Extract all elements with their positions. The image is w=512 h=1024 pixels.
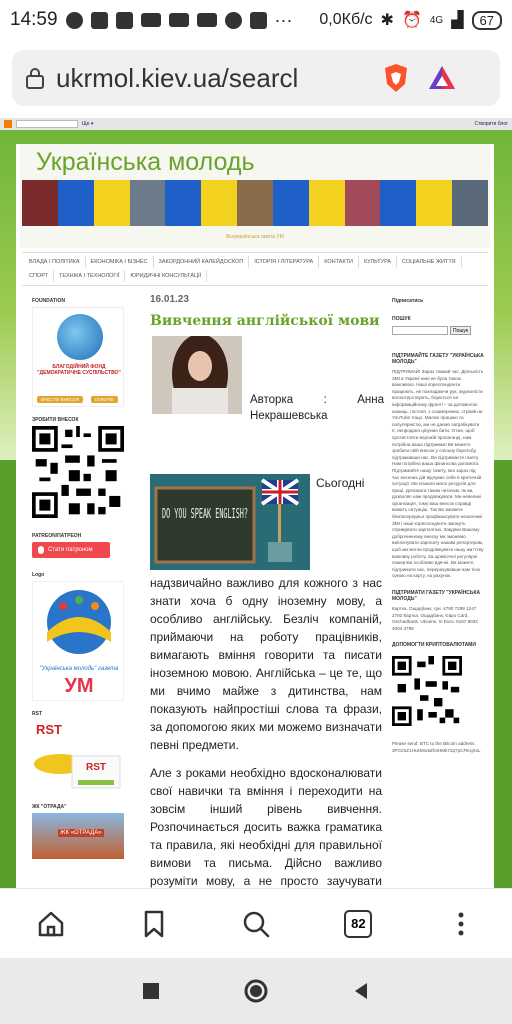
post-date: 16.01.23: [150, 294, 189, 305]
notification-icons: [66, 10, 293, 31]
rst-heading: RST: [32, 711, 42, 717]
search-button-toolbar[interactable]: [236, 904, 276, 944]
blogger-navbar: [0, 118, 512, 130]
twitter-icon: [225, 12, 242, 29]
crypto-heading: ДОПОМОГТИ КРИПТОВАЛЮТАМИ: [392, 642, 476, 649]
site-subtitle: Всеукраїнська газета УМ: [226, 234, 284, 240]
back-triangle-icon[interactable]: [351, 981, 371, 1001]
article-body: [150, 474, 382, 888]
nav-item[interactable]: ВЛАДА І ПОЛІТИКА: [24, 256, 86, 268]
header-photo: [345, 180, 381, 226]
more-vertical-icon: [456, 909, 466, 939]
more-dots-icon: ···: [274, 9, 293, 30]
browser-bottom-toolbar: [0, 888, 512, 958]
main-navigation: [22, 252, 488, 286]
youtube-icon: [169, 13, 189, 27]
article-paragraph: Але з роками необхідно вдосконалювати свої навички та вміння і переходити на зовсім інший рівень вивчення. Розпочинається досить важка граматика та правила, які необхідні для правильної вимови та письма. Дійсно важливо розуміти мову, а не просто заучувати: [150, 766, 382, 888]
crypto-qr-code-icon[interactable]: [392, 652, 462, 730]
nav-item[interactable]: КУЛЬТУРА: [359, 256, 397, 268]
search-button[interactable]: Пошук: [450, 326, 471, 335]
header-photo: [94, 180, 130, 226]
bookmark-icon: [141, 909, 167, 939]
signal-icon: ▟: [451, 12, 464, 29]
nav-item[interactable]: СОЦІАЛЬНЕ ЖИТТЯ: [397, 256, 462, 268]
shield-icon: [66, 12, 83, 29]
create-blog-link[interactable]: Створити блог: [474, 121, 508, 127]
blogger-logo-icon[interactable]: [4, 120, 12, 128]
url-text[interactable]: ukrmol.kiev.ua/searcl: [56, 62, 299, 93]
content-area: [16, 144, 494, 888]
foundation-heading: FOUNDATION: [32, 298, 65, 304]
rst-mark: RST: [36, 722, 62, 737]
search-input[interactable]: [392, 326, 448, 335]
post-title[interactable]: Вивчення англійської мови: [150, 313, 380, 329]
clock: 14:59: [10, 9, 58, 30]
facebook-icon: [116, 12, 133, 29]
header-photo: [130, 180, 166, 226]
home-button[interactable]: [31, 904, 71, 944]
facebook-icon: [250, 12, 267, 29]
um-mark: УМ: [64, 675, 94, 697]
crypto-text: Please send: BTC to the Bitcoin address 3FGzSZ1HUt5Sx6Zh4HMk72q7pCFExjXxL: [392, 741, 481, 753]
otrada-heading: ЖК "ОТРАДА": [32, 804, 67, 810]
support-heading: ПІДТРИМАЙТЕ ГАЗЕТУ "УКРАЇНСЬКА МОЛОДЬ": [392, 353, 484, 365]
nav-item[interactable]: ІСТОРІЯ І ЛІТЕРАТУРА: [249, 256, 319, 268]
brave-shield-icon[interactable]: [380, 62, 412, 94]
post-author: Авторка : Анна Некрашевська: [250, 394, 384, 422]
site-title[interactable]: Українська молодь: [36, 148, 255, 176]
main-post: [144, 294, 384, 888]
web-page: [0, 118, 512, 888]
search-heading: ПОШУК: [392, 316, 411, 322]
donate-heading: ЗРОБИТИ ВНЕСОК: [32, 417, 79, 423]
globe-icon: [57, 314, 103, 360]
rst-ad: [32, 720, 124, 796]
blogger-more[interactable]: Ще ▾: [82, 121, 94, 127]
signal-label: 4G: [429, 14, 444, 26]
bookmark-button[interactable]: [134, 904, 174, 944]
nav-item[interactable]: КОНТАКТИ: [319, 256, 359, 268]
search-widget: [392, 326, 484, 335]
tabs-button[interactable]: [338, 904, 378, 944]
blogger-search-input[interactable]: [16, 120, 78, 128]
header-photo: [273, 180, 309, 226]
header-photo: [380, 180, 416, 226]
portrait-image: [152, 336, 242, 414]
otrada-banner[interactable]: [32, 813, 124, 859]
menu-button[interactable]: [441, 904, 481, 944]
um-caption: "Українська молодь" газета: [39, 666, 119, 672]
otrada-label: ЖК «ОТРАДА»: [60, 830, 102, 836]
system-navigation-bar: [0, 958, 512, 1024]
lock-icon: [24, 67, 46, 89]
header-photo: [165, 180, 201, 226]
um-logo-image[interactable]: [32, 581, 124, 701]
patreon-heading: PATREON/ПАТРЕОН: [32, 533, 82, 539]
patreon-button[interactable]: [32, 542, 110, 558]
rst-mark: RST: [86, 762, 106, 773]
patreon-icon: [38, 546, 44, 554]
logo-heading: Logo: [32, 572, 45, 578]
patreon-button-label: Стати патроном: [48, 547, 93, 553]
address-bar[interactable]: [12, 50, 500, 106]
rewards-triangle-icon[interactable]: [426, 62, 458, 94]
chalkboard-text: DO YOU SPEAK ENGLISH?: [162, 507, 248, 522]
header-photo: [237, 180, 273, 226]
support-text: ПІДТРИМАЙ! Зараз тяжкий час. Діяльність ЗМІ в Україні нині не була такою важливою. Наші кореспонденти працюють, не покладаючи рук, журналісти волонтерствують, борються на інформаційному фронті – за допомогою ножиць, пістоля, з сошмережах, стрімів на YouTube тощо. Маємо працюю та популярністю, ми не даємо заграбкувати її, непродано цінуємо бити. Отже, щоб протистояти ворожій пропаганді, нам потрібна ваша підтримка! Ви можете зробити свій внесок у спільну боротьбу, підтримавши нас. Ви підтримаєте газету. Нам потрібна ваша фінансова допомога. Підтримайте нашу газету, яка зараз під час воєнних дій відчуває себе в критичній ситуації. Ми пізнали мало ресурсів для праці. Допомога таким читачам, як ви, дозволяє нам продовжувати. Ми невеликі організація, тому ваш внесок справді важить ситуацію. Так Ви зможете безпосередньо профінансувати незалежні ЗМІ і наші кореспонденти зможуть отримувати зарплатню. Завдяки Вашому доброчинному внеску ми зможемо виплачувати зарплату нашим репортерам, щоб ми могли продовжувати нашу життєву важливу роботу. За щомісячні регулярні пожертви особливо вдячні. Ви можете підтримати нас, перерахувавши нам тією сумою на карту, на рахунок.: [392, 369, 484, 579]
um-emblem: [33, 582, 125, 702]
bluetooth-icon: ✱: [380, 12, 394, 29]
subscribe-link[interactable]: Підписатись: [392, 298, 424, 304]
youtube-icon: [197, 13, 217, 27]
donate-button[interactable]: DONATE: [91, 396, 117, 403]
foundation-banner[interactable]: [32, 307, 124, 407]
rst-banner[interactable]: [32, 720, 124, 796]
header-photo: [416, 180, 452, 226]
header-photo: [22, 180, 58, 226]
youtube-icon: [141, 13, 161, 27]
left-sidebar: [32, 294, 128, 859]
right-sidebar: [392, 294, 484, 759]
card-details: Картка, Ощадбанк, грн: 4790 7299 1247 2792 Картка, Ощадбанк, Євро Card, Oschadbank, Ukraine, In Euro: 5167 8032 4004 3799: [392, 606, 478, 631]
status-bar: [0, 0, 512, 40]
header-photo: [201, 180, 237, 226]
recents-square-icon[interactable]: [141, 981, 161, 1001]
contribute-button[interactable]: ВНЕСТИ ВНЕСОК: [37, 396, 83, 403]
foundation-text: БЛАГОДІЙНИЙ ФОНД "ДЕМОКРАТИЧНЕ СУСПІЛЬСТВО": [37, 364, 121, 376]
nav-item[interactable]: ЗАКОРДОННИЙ КАЛЕЙДОСКОП: [154, 256, 250, 268]
header-photo-strip: [22, 180, 488, 226]
support2-heading: ПІДТРИМАТИ ГАЗЕТУ "УКРАЇНСЬКА МОЛОДЬ": [392, 590, 481, 602]
home-circle-icon[interactable]: [243, 978, 269, 1004]
site-header[interactable]: [20, 144, 490, 248]
nav-item[interactable]: ЕКОНОМІКА І БІЗНЕС: [86, 256, 154, 268]
chalkboard-image: [150, 474, 310, 570]
article-paragraph: Сьогодні надзвичайно важливо для кожного з нас знати хоча б одну іноземну мову, а особливо англійську. Безліч компаній, приймаючи на роботу працівників, вимагають вміння говорити та писати іноземною мовою. Англійська – це те, що ми вчимо майже з дитинства, нам показують найпростіші слова та фрази, за допомогою яких ми можемо визначати певні предмети.: [150, 476, 382, 752]
facebook-icon: [91, 12, 108, 29]
header-photo: [309, 180, 345, 226]
browser-toolbar: [0, 40, 512, 118]
net-speed: 0,0Кб/с: [319, 11, 373, 28]
tab-count: 82: [344, 910, 372, 938]
nav-item[interactable]: СПОРТ: [24, 270, 54, 282]
home-icon: [36, 909, 66, 939]
search-icon: [241, 909, 271, 939]
header-photo: [58, 180, 94, 226]
header-photo: [452, 180, 488, 226]
nav-item[interactable]: ТЕХНІКА І ТЕХНОЛОГІЇ: [54, 270, 125, 282]
qr-code-icon[interactable]: [32, 426, 124, 518]
battery-indicator: 67: [472, 11, 502, 30]
alarm-icon: ⏰: [401, 12, 422, 29]
speak-english-image[interactable]: [150, 474, 310, 570]
author-photo[interactable]: [152, 336, 242, 414]
nav-item[interactable]: ЮРИДИЧНІ КОНСУЛЬТАЦІЇ: [125, 270, 207, 282]
